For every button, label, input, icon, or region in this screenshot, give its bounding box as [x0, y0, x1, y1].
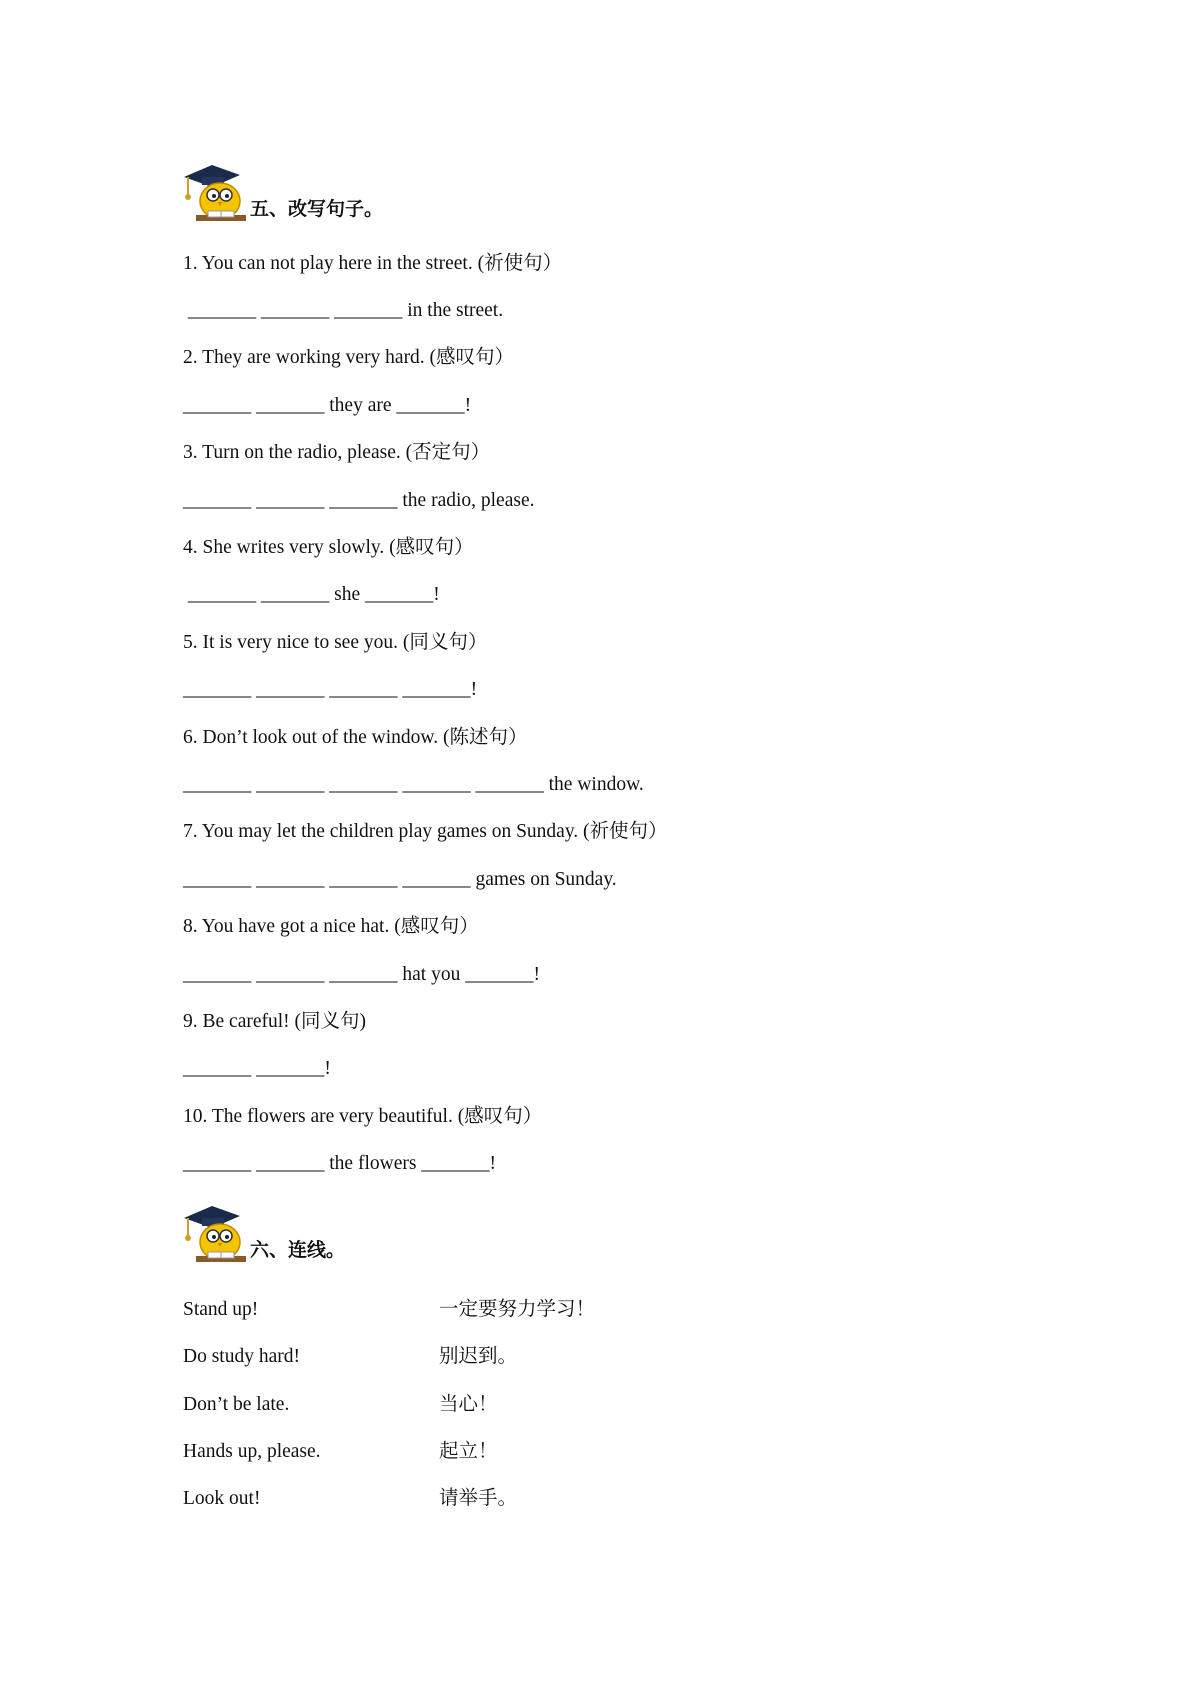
chinese-phrase-5: 请举手。	[439, 1488, 518, 1509]
section-five-heading	[182, 155, 383, 227]
chinese-phrase-4: 起立！	[439, 1441, 498, 1462]
question-5: 5. It is very nice to see you. (同义句）	[183, 632, 488, 653]
english-phrase-5: Look out!	[183, 1488, 261, 1509]
section-five-title: 五、改写句子。	[250, 198, 384, 220]
question-3: 3. Turn on the radio, please. (否定句）	[183, 442, 491, 463]
answer-line-3: _______ _______ _______ the radio, please.	[183, 490, 535, 511]
question-8: 8. You have got a nice hat. (感叹句）	[183, 916, 479, 937]
answer-line-10: _______ _______ the flowers _______!	[183, 1153, 497, 1174]
answer-line-1: _______ _______ _______ in the street.	[183, 300, 504, 321]
question-7: 7. You may let the children play games on Sunday. (祈使句）	[183, 821, 668, 842]
section-six-title: 六、连线。	[250, 1239, 346, 1261]
section-six-heading	[182, 1196, 345, 1268]
answer-line-4: _______ _______ she _______!	[183, 584, 440, 605]
owl-graduate-icon	[182, 1196, 248, 1268]
english-phrase-4: Hands up, please.	[183, 1441, 321, 1462]
english-phrase-2: Do study hard!	[183, 1346, 300, 1367]
question-9: 9. Be careful! (同义句)	[183, 1011, 367, 1032]
answer-line-6: _______ _______ _______ _______ _______ the window.	[183, 774, 644, 795]
question-2: 2. They are working very hard. (感叹句）	[183, 347, 515, 368]
answer-line-8: _______ _______ _______ hat you _______!	[183, 964, 540, 985]
chinese-phrase-1: 一定要努力学习！	[439, 1299, 596, 1320]
chinese-phrase-2: 别迟到。	[439, 1346, 518, 1367]
english-phrase-3: Don’t be late.	[183, 1394, 290, 1415]
question-1: 1. You can not play here in the street. (祈使句）	[183, 253, 563, 274]
question-4: 4. She writes very slowly. (感叹句）	[183, 537, 474, 558]
answer-line-7: _______ _______ _______ _______ games on Sunday.	[183, 869, 617, 890]
chinese-phrase-3: 当心！	[439, 1394, 498, 1415]
english-phrase-1: Stand up!	[183, 1299, 259, 1320]
answer-line-9: _______ _______!	[183, 1058, 331, 1079]
answer-line-2: _______ _______ they are _______!	[183, 395, 472, 416]
owl-graduate-icon	[182, 155, 248, 227]
question-10: 10. The flowers are very beautiful. (感叹句）	[183, 1106, 543, 1127]
answer-line-5: _______ _______ _______ _______!	[183, 679, 478, 700]
question-6: 6. Don’t look out of the window. (陈述句）	[183, 727, 528, 748]
